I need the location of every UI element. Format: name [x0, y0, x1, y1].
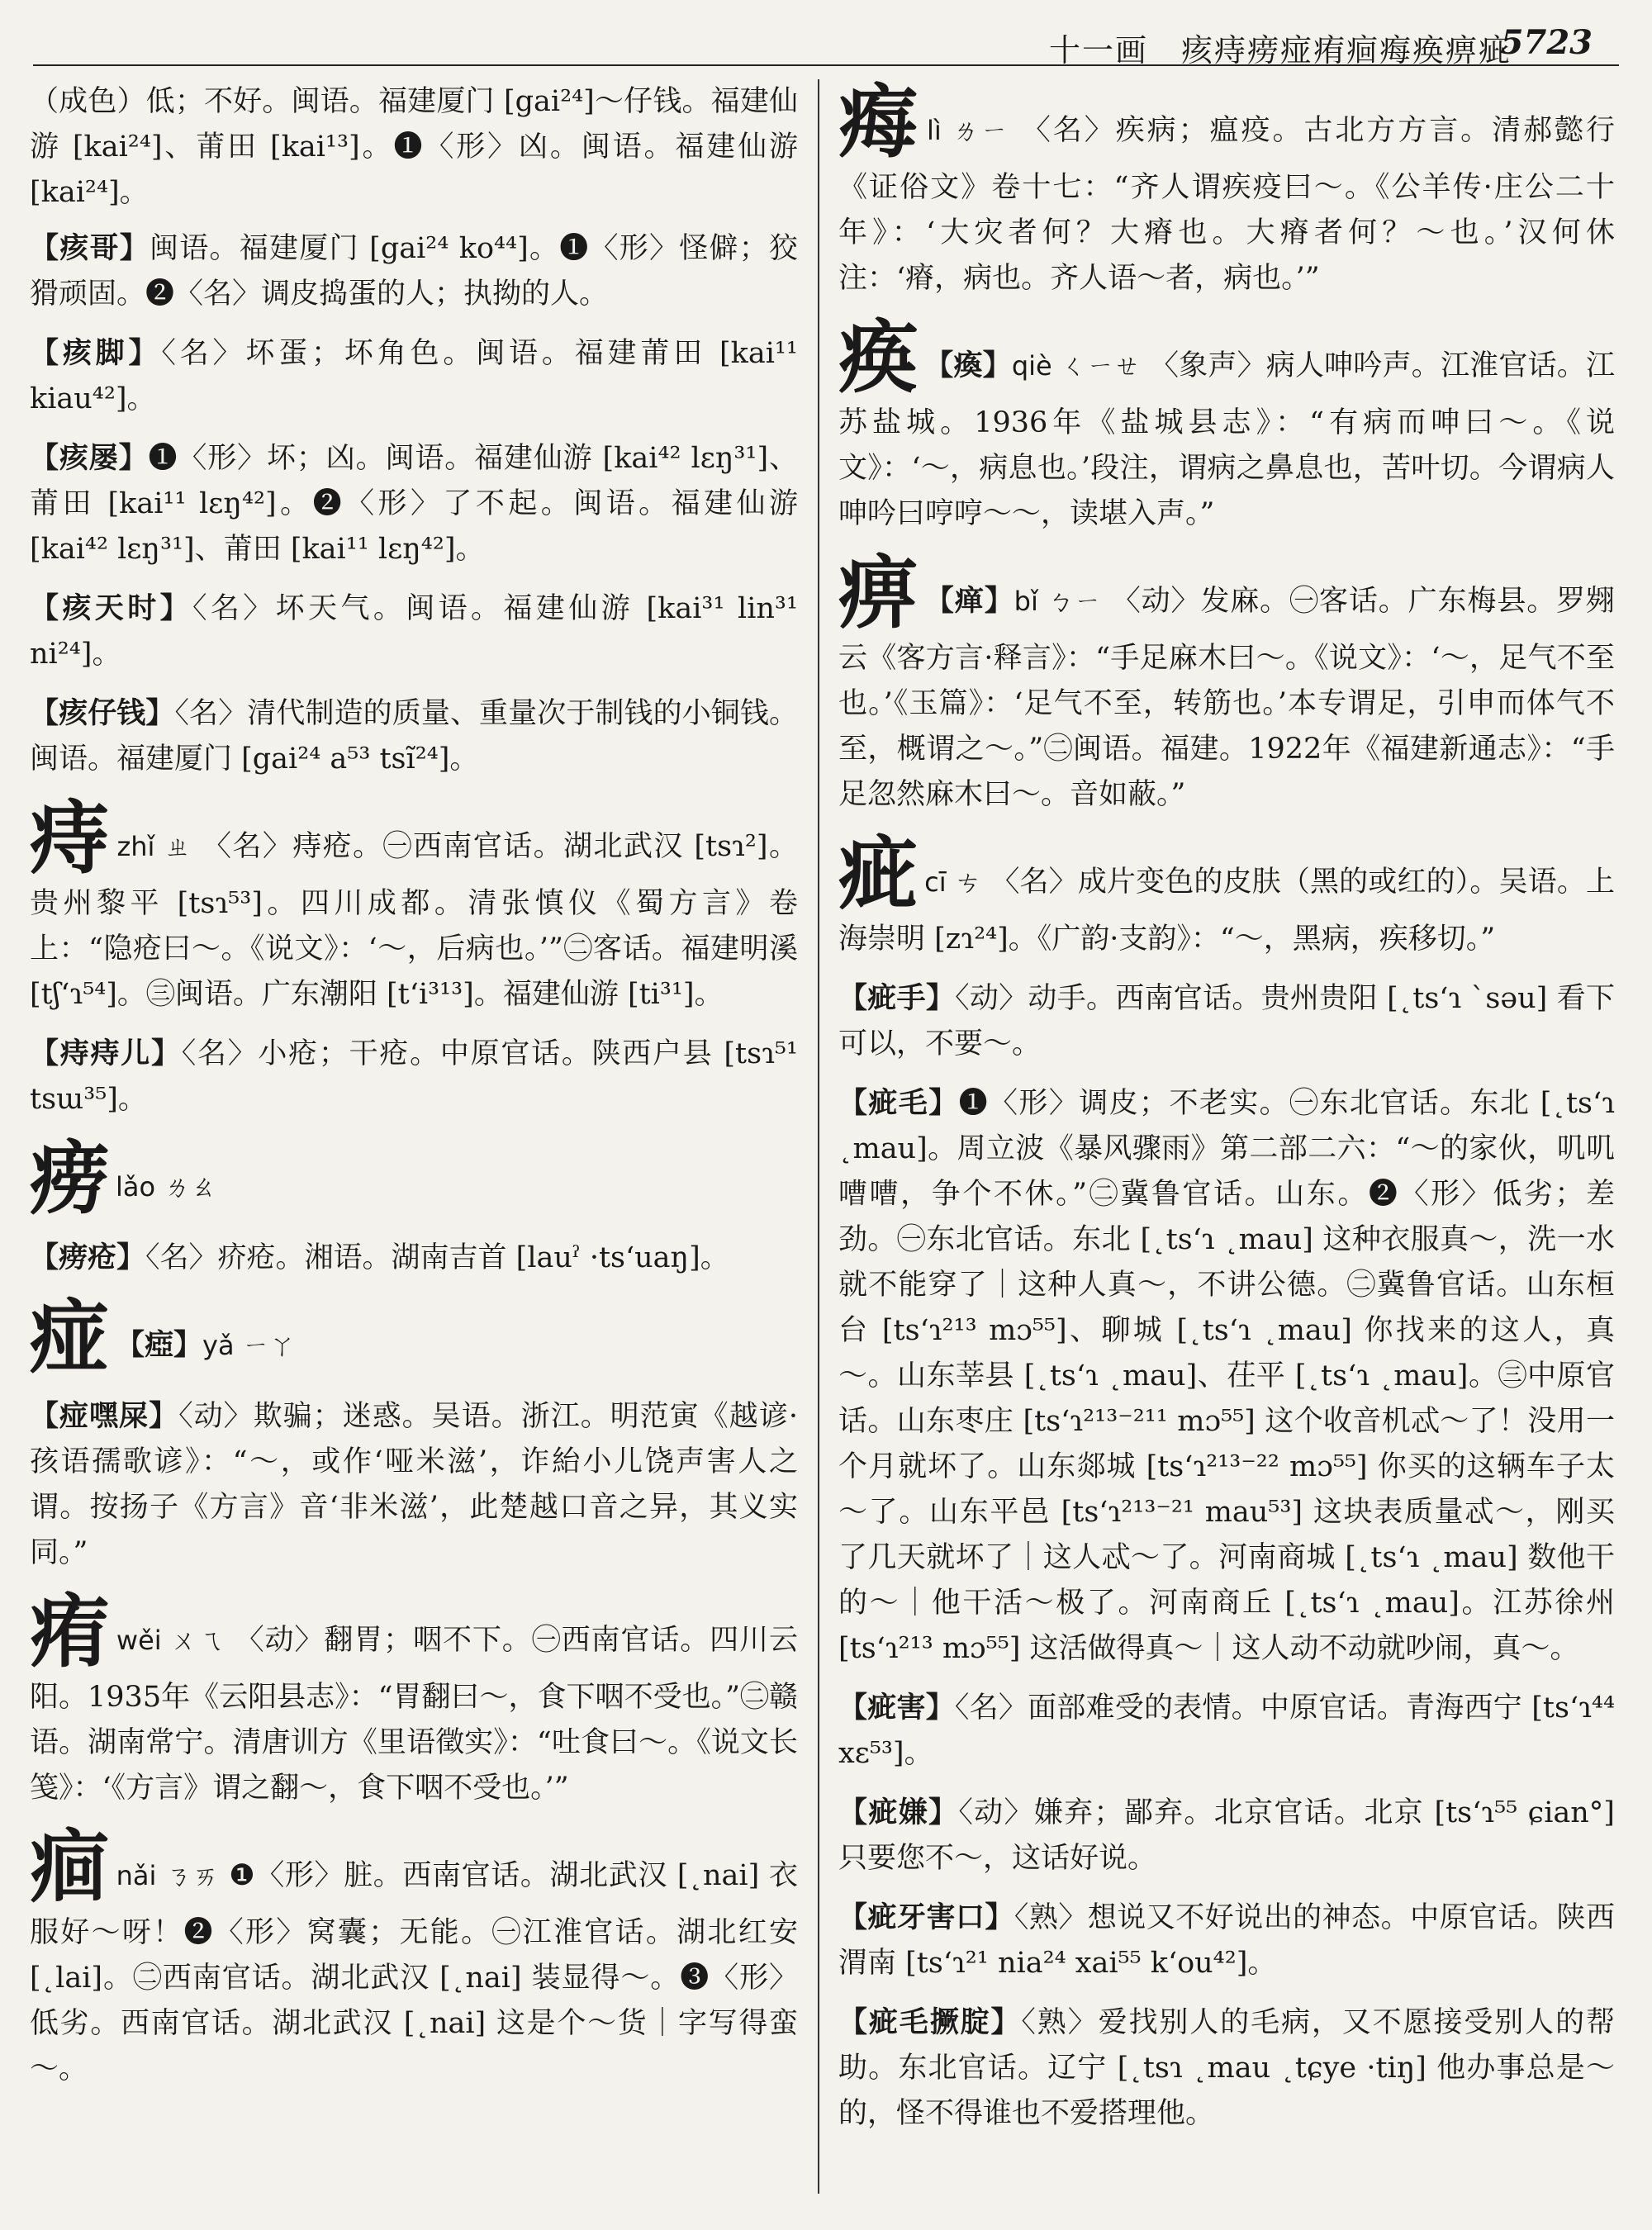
entry-definition: 〈名〉疾病；瘟疫。古北方方言。清郝懿行《证俗文》卷十七：“齐人谓疾疫曰～。《公羊传·庄公二十年》：‘大灾者何？大瘠也。大瘠者何？～也。’汉何休注：‘瘠，病也。齐人语～者，病也。’”	[838, 114, 1615, 295]
entry-definition: 〈名〉坏蛋；坏角色。闽语。福建莆田 [kai¹¹ kiau⁴²]。	[30, 337, 798, 415]
header-title: 十一画 痎痔痨痖痏痐痗痪痹疵	[1048, 32, 1512, 69]
entry-headword: 疵害	[867, 1691, 926, 1725]
pronunciation: lì ㄌㄧ	[926, 115, 1010, 146]
bracket-open: 【	[838, 2005, 869, 2039]
character-entry	[30, 1132, 798, 1225]
dictionary-entry	[30, 330, 798, 422]
head-character: 痐	[30, 1820, 110, 1914]
right-column	[838, 79, 1615, 2213]
entry-definition: ❶〈形〉坏；凶。闽语。福建仙游 [kai⁴² lɛŋ³¹]、莆田 [kai¹¹ lɛŋ⁴²]。❷〈形〉了不起。闽语。福建仙游 [kai⁴² lɛŋ³¹]、莆田 [kai¹¹ lɛŋ⁴²]。	[30, 442, 798, 566]
entry-headword: 疵手	[867, 981, 926, 1015]
character-entry	[30, 791, 798, 1018]
entry-definition: 〈名〉面部难受的表情。中原官话。青海西宁 [tsʻɿ⁴⁴ xɛ⁵³]。	[838, 1691, 1615, 1770]
left-column	[30, 79, 798, 2213]
bracket-open: 【	[838, 1900, 868, 1934]
entry-definition: ❶〈形〉调皮；不老实。㊀东北官话。东北 [˛tsʻɿ ˛mau]。周立波《暴风骤雨》第二部二六：“～的家伙，叽叽嘈嘈，争个不休。”㊁冀鲁官话。山东。❷〈形〉低劣；差劲。㊀东北官话。东北 [˛tsʻɿ ˛mau] 这种衣服真～，洗一水就不能穿了｜这种人真～，不讲公德。㊁冀鲁官话。山东桓台 [tsʻɿ²¹³ mɔ⁵⁵]、聊城 [˛tsʻɿ ˛mau] 你找来的这人，真～。山东莘县 [˛tsʻɿ ˛mau]、茌平 [˛tsʻɿ ˛mau]。㊂中原官话。山东枣庄 [tsʻɿ²¹³⁻²¹¹ mɔ⁵⁵] 这个收音机忒～了！没用一个月就坏了。山东郯城 [tsʻɿ²¹³⁻²² mɔ⁵⁵] 你买的这辆车子太～了。山东平邑 [tsʻɿ²¹³⁻²¹ mau⁵³] 这块表质量忒～，刚买了几天就坏了｜这人忒～了。河南商城 [˛tsʻɿ ˛mau] 数他干的～｜他干活～极了。河南商丘 [˛tsʻɿ ˛mau]。江苏徐州 [tsʻɿ²¹³ mɔ⁵⁵] 这活做得真～｜这人动不动就吵闹，真～。	[838, 1087, 1615, 1665]
entry-headword: 痎屡	[59, 441, 119, 475]
entry-headword: 痎天时	[62, 591, 160, 625]
entry-headword: 痖嘿屎	[59, 1399, 150, 1433]
head-character: 痗	[838, 79, 920, 168]
entry-headword: 疵嫌	[868, 1796, 928, 1829]
entry-headword: 痎脚	[62, 336, 129, 370]
entry-definition: 〈名〉痔疮。㊀西南官话。湖北武汉 [tsɿ²]。贵州黎平 [tsɿ⁵³]。四川成都。清张慎仪《蜀方言》卷上：“隐疮曰～。《说文》：‘～，后病也。’”㊁客话。福建明溪 [tʃʻɿ⁵⁴]。㊂闽语。广东潮阳 [tʻi³¹³]。福建仙游 [ti³¹]。	[30, 830, 798, 1011]
entry-definition: 〈象声〉病人呻吟声。江淮官话。江苏盐城。1936年《盐城县志》：“有病而呻曰～。《说文》：‘～，病息也。’段注，谓病之鼻息也，苦叶切。今谓病人呻吟曰哼哼～～，读堪入声。”	[838, 349, 1615, 530]
bracket-close: 】	[145, 696, 175, 730]
page-number: 5723	[1500, 23, 1593, 62]
bracket-close: 】	[118, 441, 149, 475]
entry-definition: 〈名〉小疮；干疮。中原官话。陕西户县 [tsɿ⁵¹ tsɯ³⁵]。	[30, 1037, 798, 1116]
head-character: 痨	[30, 1132, 109, 1225]
pronunciation: bǐ ㄅㄧ	[1014, 586, 1102, 617]
bracket-open: 【	[838, 1086, 869, 1120]
head-character: 痏	[30, 1585, 110, 1678]
entry-definition: 〈熟〉想说又不好说出的神态。中原官话。陕西渭南 [tsʻɿ²¹ nia²⁴ xai⁵⁵ kʻou⁴²]。	[838, 1901, 1615, 1980]
bracket-open: 【	[30, 441, 59, 475]
bracket-open: 【	[30, 1037, 60, 1070]
bracket-open: 【	[116, 1328, 145, 1362]
bracket-close: 】	[128, 336, 162, 370]
dictionary-entry	[30, 690, 798, 782]
dictionary-entry	[30, 435, 798, 572]
dictionary-entry	[838, 1790, 1615, 1881]
character-entry	[30, 1290, 798, 1383]
bracket-close: 】	[990, 2005, 1022, 2039]
dictionary-entry	[838, 1080, 1615, 1672]
traditional-form: 瘅	[954, 584, 985, 618]
entry-headword: 疵毛撅腚	[868, 2005, 991, 2039]
bracket-close: 】	[928, 1796, 959, 1829]
dictionary-entry	[838, 1685, 1615, 1777]
head-character: 痹	[838, 546, 919, 639]
dictionary-entry	[838, 2000, 1615, 2137]
entry-definition: 〈动〉动手。西南官话。贵州贵阳 [˛tsʻɿ ˋsəu] 看下可以，不要～。	[838, 982, 1615, 1060]
bracket-open: 【	[838, 1691, 868, 1725]
entry-headword: 疵牙害口	[867, 1900, 985, 1934]
entry-headword: 痎仔钱	[59, 696, 146, 730]
bracket-open: 【	[924, 584, 955, 618]
entry-headword: 痨疮	[59, 1241, 117, 1274]
bracket-open: 【	[30, 336, 63, 370]
entry-headword: 痔痔儿	[59, 1037, 151, 1070]
column-divider	[818, 79, 819, 2194]
entry-definition: 〈动〉嫌弃；鄙弃。北京官话。北京 [tsʻɿ⁵⁵ ɕian°] 只要您不～，这话好说。	[838, 1796, 1615, 1875]
head-character: 痪	[838, 311, 919, 404]
entry-definition: 〈动〉翻胃；咽不下。㊀西南官话。四川云阳。1935年《云阳县志》：“胃翻曰～，食下咽不受也。”㊁赣语。湖南常宁。清唐训方《里语徵实》：“吐食曰～。《说文长笺》：‘《方言》谓之翻～，食下咽不受也。’”	[30, 1624, 798, 1805]
entry-definition: ❶〈形〉脏。西南官话。湖北武汉 [˛nai] 衣服好～呀！❷〈形〉窝囊；无能。㊀江淮官话。湖北红安 [˛lai]。㊁西南官话。湖北武汉 [˛nai] 装显得～。❸〈形〉低劣。西南官话。湖北武汉 [˛nai] 这是个～货｜字写得蛮～。	[30, 1859, 798, 2085]
bracket-close: 】	[984, 584, 1014, 618]
entry-definition: 〈名〉疥疮。湘语。湖南吉首 [lauˀ ·tsʻuaŋ]。	[145, 1241, 729, 1274]
bracket-open: 【	[924, 349, 954, 382]
entry-definition: 〈动〉发麻。㊀客话。广东梅县。罗翙云《客方言·释言》：“手足麻木曰～。《说文》：‘～，足气不至也。’《玉篇》：‘足气不至，转筋也。’本专谓足，引申而体气不至，概谓之～。”㊁闽语。福建。1922年《福建新通志》：“手足忽然麻木曰～。音如蔽。”	[838, 585, 1615, 811]
character-entry	[30, 1820, 798, 2092]
pronunciation: cī ㄘ	[924, 866, 982, 898]
bracket-close: 】	[159, 591, 192, 625]
bracket-close: 】	[149, 1399, 179, 1433]
pronunciation: yǎ ㄧㄚ	[202, 1330, 296, 1361]
dictionary-entry	[838, 1895, 1615, 1986]
head-character: 痖	[30, 1290, 109, 1383]
dictionary-entry	[30, 1235, 798, 1281]
pronunciation: lǎo ㄌㄠ	[116, 1171, 217, 1203]
dictionary-entry	[30, 586, 798, 677]
entry-headword: 疵毛	[868, 1086, 929, 1120]
pronunciation: wěi ㄨㄟ	[116, 1625, 225, 1656]
bracket-close: 】	[119, 231, 150, 265]
bracket-open: 【	[30, 696, 59, 730]
head-character: 疵	[838, 827, 919, 920]
pronunciation: qiè ㄑㄧㄝ	[1011, 350, 1141, 382]
bracket-close: 】	[928, 1086, 959, 1120]
bracket-close: 】	[925, 1691, 955, 1725]
entry-definition: 〈名〉成片变色的皮肤（黑的或红的）。吴语。上海崇明 [zɿ²⁴]。《广韵·支韵》：“～，黑病，疾移切。”	[838, 866, 1615, 956]
bracket-close: 】	[173, 1328, 203, 1362]
bracket-open: 【	[30, 591, 63, 625]
bracket-open: 【	[838, 1796, 869, 1829]
traditional-form: 瘓	[953, 349, 983, 382]
bracket-open: 【	[30, 1241, 59, 1274]
entry-headword: 痎哥	[59, 231, 120, 265]
dictionary-entry	[838, 975, 1615, 1067]
entry-definition: 〈熟〉爱找别人的毛病，又不愿接受别人的帮助。东北官话。辽宁 [˛tsɿ ˛mau ˛tɕye ·tiŋ] 他办事总是～的，怪不得谁也不爱搭理他。	[838, 2006, 1615, 2130]
traditional-form: 瘂	[145, 1328, 174, 1362]
continuation-text: （成色）低；不好。闽语。福建厦门 [gai²⁴]～仔钱。福建仙游 [kai²⁴]、莆田 [kai¹³]。❶〈形〉凶。闽语。福建仙游 [kai²⁴]。	[30, 85, 798, 209]
bracket-close: 】	[925, 981, 956, 1015]
pronunciation: nǎi ㄋㄞ	[116, 1860, 220, 1891]
header-rule	[33, 64, 1619, 66]
character-entry	[30, 1585, 798, 1811]
character-entry	[838, 827, 1615, 962]
bracket-close: 】	[150, 1037, 182, 1070]
dictionary-entry	[30, 225, 798, 317]
bracket-close: 】	[985, 1900, 1014, 1934]
bracket-close: 】	[982, 349, 1012, 382]
bracket-open: 【	[30, 231, 60, 265]
character-entry	[838, 311, 1615, 537]
head-character: 痔	[30, 791, 111, 885]
entry-definition: 〈名〉坏天气。闽语。福建仙游 [kai³¹ lin³¹ ni²⁴]。	[30, 592, 798, 671]
bracket-open: 【	[838, 981, 868, 1015]
bracket-open: 【	[30, 1399, 60, 1433]
entry-definition: 〈动〉欺骗；迷惑。吴语。浙江。明范寅《越谚·孩语孺歌谚》：“～，或作‘哑米滋’，诈紿小儿饶声害人之谓。按扬子《方言》音‘非米滋’，此楚越口音之异，其义实同。”	[30, 1400, 798, 1569]
entry-definition: 闽语。福建厦门 [gai²⁴ ko⁴⁴]。❶〈形〉怪僻；狡猾顽固。❷〈名〉调皮捣蛋的人；执拗的人。	[30, 232, 798, 311]
entry-definition: 〈名〉清代制造的质量、重量次于制钱的小铜钱。闽语。福建厦门 [gai²⁴ a⁵³ tsĩ²⁴]。	[30, 697, 798, 776]
character-entry	[838, 546, 1615, 818]
character-entry	[838, 79, 1615, 301]
bracket-close: 】	[116, 1241, 146, 1274]
dictionary-entry	[30, 1031, 798, 1122]
pronunciation: zhǐ ㄓ	[116, 831, 192, 862]
dictionary-entry	[30, 1393, 798, 1576]
